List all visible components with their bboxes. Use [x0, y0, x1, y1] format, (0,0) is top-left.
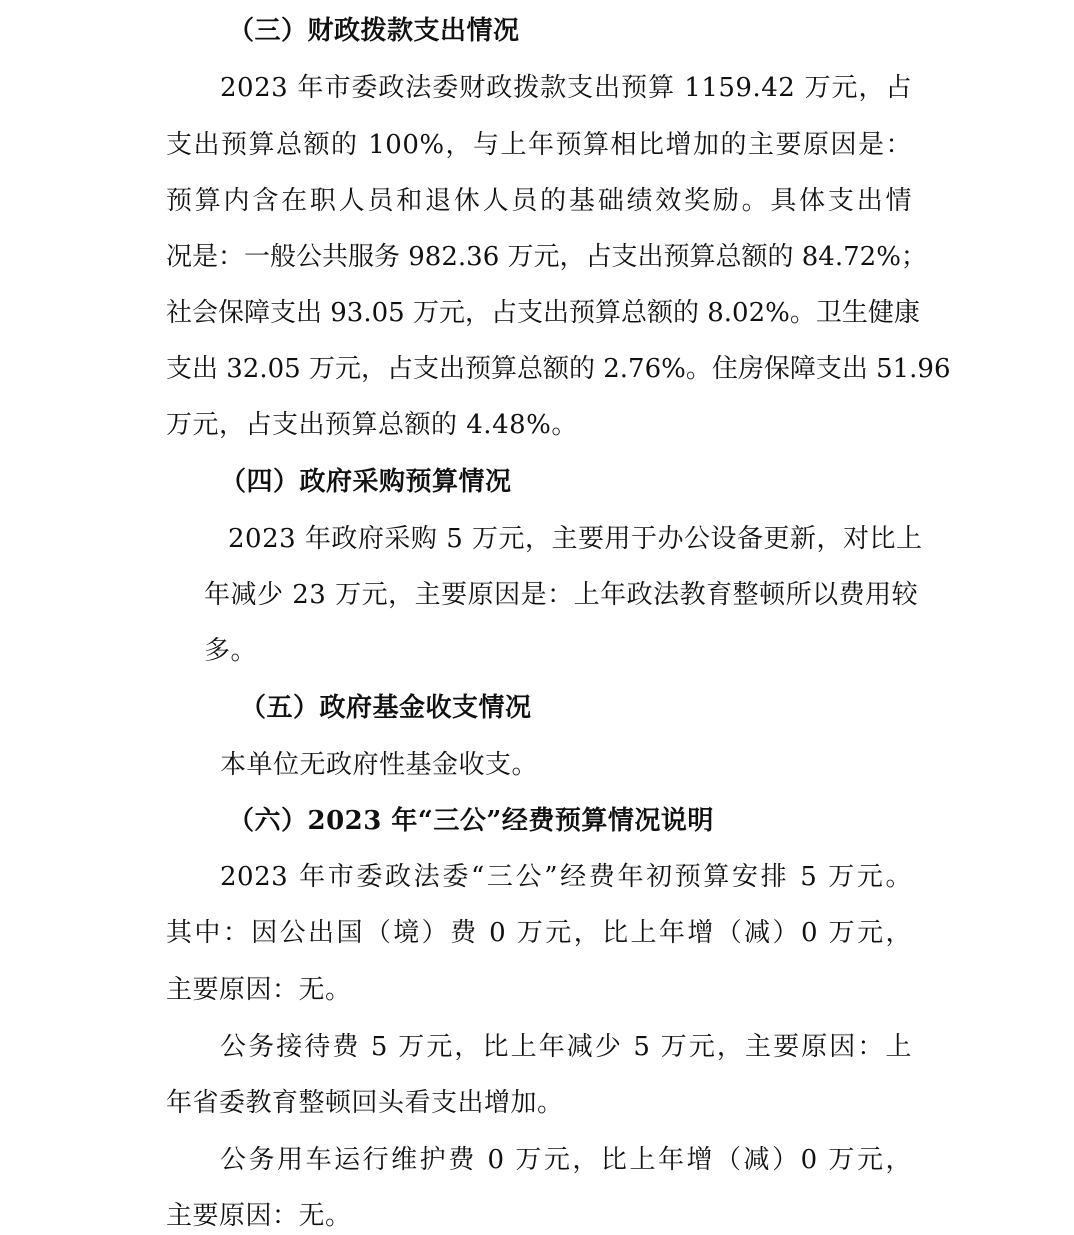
paragraph-line: 万元，占支出预算总额的 4.48%。	[166, 410, 578, 440]
section-heading-3: （三）财政拨款支出情况	[228, 16, 520, 46]
paragraph-line: 公务接待费 5 万元，比上年减少 5 万元，主要原因：上	[220, 1032, 912, 1062]
paragraph-line: 2023 年市委政法委财政拨款支出预算 1159.42 万元，占	[220, 73, 912, 103]
section-heading-5: （五）政府基金收支情况	[240, 693, 532, 723]
paragraph-line: 本单位无政府性基金收支。	[220, 750, 539, 780]
paragraph-line: 公务用车运行维护费 0 万元，比上年增（减）0 万元，	[220, 1145, 912, 1175]
paragraph-line: 多。	[204, 636, 258, 666]
paragraph-line: 2023 年政府采购 5 万元，主要用于办公设备更新，对比上	[228, 524, 923, 554]
paragraph-line: 支出 32.05 万元，占支出预算总额的 2.76%。住房保障支出 51.96	[166, 354, 951, 384]
paragraph-line: 社会保障支出 93.05 万元，占支出预算总额的 8.02%。卫生健康	[166, 298, 920, 328]
paragraph-line: 其中：因公出国（境）费 0 万元，比上年增（减）0 万元，	[166, 918, 912, 948]
paragraph-line: 年省委教育整顿回头看支出增加。	[166, 1088, 564, 1118]
paragraph-line: 主要原因：无。	[166, 1201, 352, 1231]
paragraph-line: 2023 年市委政法委“三公”经费年初预算安排 5 万元。	[220, 862, 912, 892]
paragraph-line: 年减少 23 万元，主要原因是：上年政法教育整顿所以费用较	[204, 580, 919, 610]
paragraph-line: 主要原因：无。	[166, 975, 352, 1005]
section-heading-4: （四）政府采购预算情况	[220, 467, 512, 497]
paragraph-line: 况是：一般公共服务 982.36 万元，占支出预算总额的 84.72%；	[166, 242, 927, 272]
paragraph-line: 支出预算总额的 100%，与上年预算相比增加的主要原因是：	[166, 130, 912, 160]
section-heading-6: （六）2023 年“三公”经费预算情况说明	[228, 806, 714, 836]
paragraph-line: 预算内含在职人员和退休人员的基础绩效奖励。具体支出情	[166, 186, 912, 216]
